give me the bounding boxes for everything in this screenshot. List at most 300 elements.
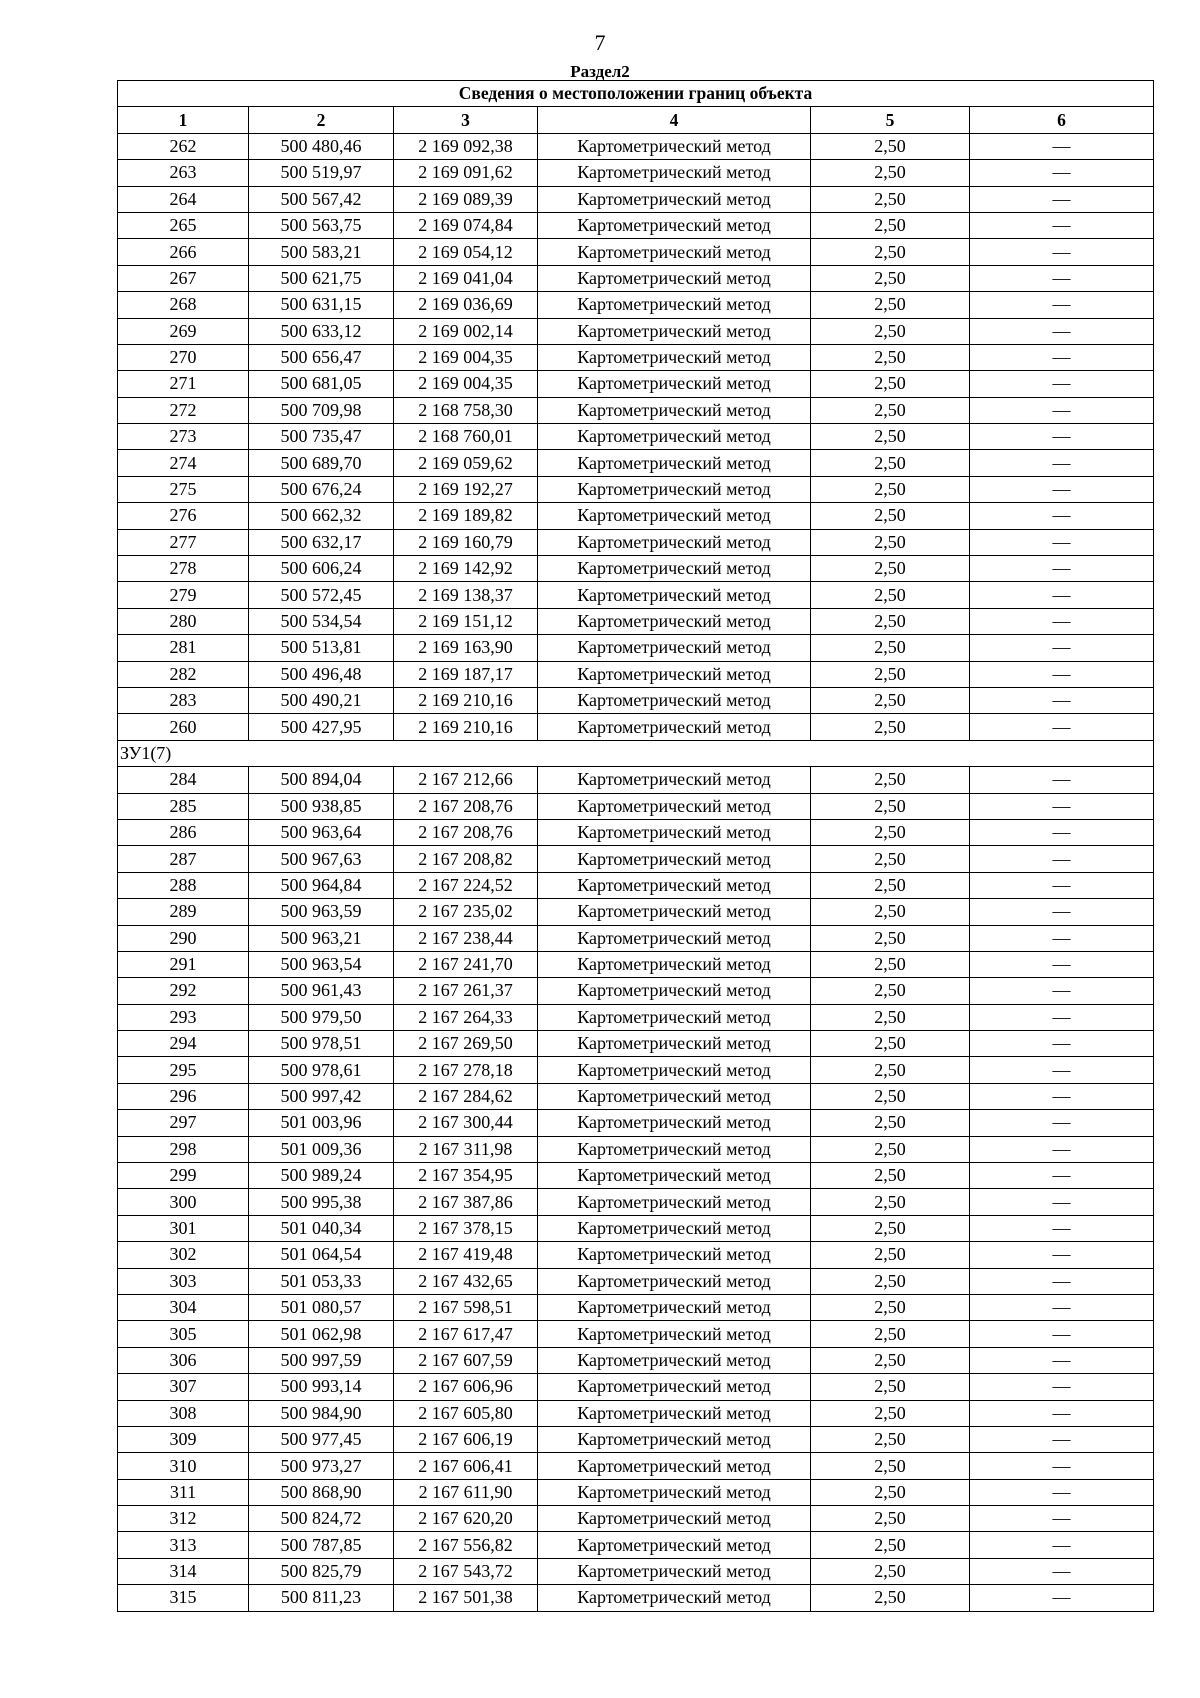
table-cell: 271 [118,371,249,397]
table-cell: Картометрический метод [538,1215,811,1241]
table-row [118,1347,1154,1373]
table-cell: 262 [118,133,249,159]
table-cell: 294 [118,1031,249,1057]
table-cell: 2,50 [811,608,970,634]
table-cell: 500 676,24 [249,476,394,502]
table-cell: 2,50 [811,450,970,476]
table-cell: 500 977,45 [249,1426,394,1452]
table-cell: Картометрический метод [538,1163,811,1189]
table-cell: 2,50 [811,1031,970,1057]
table-cell: 2 169 210,16 [394,714,538,740]
table-cell: Картометрический метод [538,160,811,186]
table-cell: 2,50 [811,1426,970,1452]
table-cell: — [970,1400,1154,1426]
table-cell: 2,50 [811,925,970,951]
table-cell: 301 [118,1215,249,1241]
table-cell: 2,50 [811,1242,970,1268]
table-cell: 500 567,42 [249,186,394,212]
table-cell: 2,50 [811,1294,970,1320]
table-cell: Картометрический метод [538,1374,811,1400]
table-cell: 2,50 [811,1479,970,1505]
table-cell: — [970,1189,1154,1215]
table-cell: 285 [118,793,249,819]
table-cell: 2 169 189,82 [394,503,538,529]
table-cell: 2,50 [811,1215,970,1241]
table-cell: 2,50 [811,292,970,318]
table-cell: Картометрический метод [538,1506,811,1532]
table-cell: 2,50 [811,556,970,582]
table-cell: 2,50 [811,978,970,1004]
table-cell: 2,50 [811,846,970,872]
table-cell: Картометрический метод [538,1004,811,1030]
table-cell: 2,50 [811,1321,970,1347]
table-cell: 286 [118,819,249,845]
table-cell: Картометрический метод [538,819,811,845]
table-cell: 277 [118,529,249,555]
table-cell: Картометрический метод [538,1136,811,1162]
table-cell: Картометрический метод [538,1294,811,1320]
table-cell: 2,50 [811,1189,970,1215]
table-cell: Картометрический метод [538,1558,811,1584]
table-cell: 2 167 543,72 [394,1558,538,1584]
table-cell: 2 167 598,51 [394,1294,538,1320]
table-cell: 2 167 238,44 [394,925,538,951]
table-row [118,503,1154,529]
table-row [118,899,1154,925]
table-cell: — [970,1453,1154,1479]
table-cell: Картометрический метод [538,582,811,608]
table-cell: — [970,424,1154,450]
table-cell: — [970,344,1154,370]
table-cell: 500 513,81 [249,635,394,661]
table-cell: 311 [118,1479,249,1505]
table-caption: Сведения о местоположении границ объекта [118,81,1154,107]
table-body [118,133,1154,1611]
table-cell: 264 [118,186,249,212]
table-cell: 500 997,59 [249,1347,394,1373]
table-cell: 2,50 [811,951,970,977]
table-row [118,951,1154,977]
table-row [118,1136,1154,1162]
table-cell: 2 169 059,62 [394,450,538,476]
table-cell: — [970,371,1154,397]
table-cell: 2 168 758,30 [394,397,538,423]
table-cell: — [970,160,1154,186]
boundary-coordinates-table [117,80,1154,1612]
table-row [118,556,1154,582]
table-cell: — [970,1057,1154,1083]
table-cell: 2,50 [811,1532,970,1558]
table-cell: 500 989,24 [249,1163,394,1189]
table-cell: 2 167 606,19 [394,1426,538,1452]
table-cell: — [970,1163,1154,1189]
table-cell: 2 169 187,17 [394,661,538,687]
table-cell: 2,50 [811,899,970,925]
table-cell: 500 606,24 [249,556,394,582]
table-cell: 2,50 [811,1136,970,1162]
table-cell: Картометрический метод [538,1057,811,1083]
table-row [118,476,1154,502]
page-number: 7 [594,30,606,55]
table-cell: 500 963,54 [249,951,394,977]
table-row [118,1242,1154,1268]
table-cell: 2 167 212,66 [394,767,538,793]
table-cell: 500 480,46 [249,133,394,159]
table-cell: 272 [118,397,249,423]
table-cell: Картометрический метод [538,767,811,793]
table-cell: Картометрический метод [538,186,811,212]
table-cell: Картометрический метод [538,1585,811,1611]
table-cell: — [970,608,1154,634]
table-cell: 2,50 [811,186,970,212]
table-cell: 2 167 264,33 [394,1004,538,1030]
table-cell: Картометрический метод [538,687,811,713]
table-cell: 2 167 556,82 [394,1532,538,1558]
table-cell: — [970,212,1154,238]
table-cell: 2 167 607,59 [394,1347,538,1373]
table-row [118,1189,1154,1215]
table-cell: 2,50 [811,687,970,713]
table-cell: 500 868,90 [249,1479,394,1505]
table-cell: 284 [118,767,249,793]
table-cell: 2 167 501,38 [394,1585,538,1611]
table-cell: 500 824,72 [249,1506,394,1532]
table-cell: — [970,793,1154,819]
table-cell: 500 973,27 [249,1453,394,1479]
table-cell: — [970,635,1154,661]
table-cell: — [970,1136,1154,1162]
table-cell: Картометрический метод [538,1532,811,1558]
table-cell: 307 [118,1374,249,1400]
table-cell: 2 167 606,96 [394,1374,538,1400]
table-cell: Картометрический метод [538,503,811,529]
table-cell: 500 632,17 [249,529,394,555]
table-cell: — [970,1426,1154,1452]
table-cell: — [970,1242,1154,1268]
table-cell: 2 167 278,18 [394,1057,538,1083]
table-cell: 2,50 [811,424,970,450]
table-cell: 266 [118,239,249,265]
table-row [118,872,1154,898]
column-header: 6 [970,107,1154,133]
table-cell: 295 [118,1057,249,1083]
table-cell: — [970,582,1154,608]
table-row [118,1506,1154,1532]
table-cell: 2 169 138,37 [394,582,538,608]
table-cell: 500 633,12 [249,318,394,344]
table-row [118,1453,1154,1479]
table-cell: — [970,529,1154,555]
table-cell: 500 995,38 [249,1189,394,1215]
table-cell: 283 [118,687,249,713]
table-cell: — [970,1585,1154,1611]
table-cell: 2 169 054,12 [394,239,538,265]
table-cell: Картометрический метод [538,608,811,634]
table-cell: 265 [118,212,249,238]
table-cell: 501 003,96 [249,1110,394,1136]
table-cell: 292 [118,978,249,1004]
table-cell: 2,50 [811,1585,970,1611]
table-row [118,397,1154,423]
table-cell: 2 167 387,86 [394,1189,538,1215]
table-cell: 2,50 [811,819,970,845]
table-cell: 2,50 [811,1347,970,1373]
table-cell: 501 064,54 [249,1242,394,1268]
table-row [118,239,1154,265]
table-cell: 500 621,75 [249,265,394,291]
table-cell: 268 [118,292,249,318]
table-cell: 296 [118,1083,249,1109]
table-cell: Картометрический метод [538,318,811,344]
table-cell: 2 168 760,01 [394,424,538,450]
table-cell: 500 978,51 [249,1031,394,1057]
table-cell: — [970,1558,1154,1584]
table-cell: 2,50 [811,318,970,344]
table-cell: 267 [118,265,249,291]
column-header: 3 [394,107,538,133]
table-cell: 2,50 [811,872,970,898]
table-cell: 500 964,84 [249,872,394,898]
table-cell: 2 169 002,14 [394,318,538,344]
table-cell: 500 583,21 [249,239,394,265]
table-cell: — [970,951,1154,977]
table-row [118,1558,1154,1584]
table-cell: 2,50 [811,1057,970,1083]
table-row [118,265,1154,291]
table-cell: 2 167 620,20 [394,1506,538,1532]
table-row [118,318,1154,344]
table-row [118,925,1154,951]
table-cell: Картометрический метод [538,1347,811,1373]
table-cell: Картометрический метод [538,661,811,687]
table-cell: 297 [118,1110,249,1136]
table-cell: 500 811,23 [249,1585,394,1611]
table-cell: 2,50 [811,1374,970,1400]
table-cell: 2 169 142,92 [394,556,538,582]
table-cell: 269 [118,318,249,344]
table-cell: — [970,1347,1154,1373]
table-cell: 500 979,50 [249,1004,394,1030]
table-cell: Картометрический метод [538,925,811,951]
table-cell: — [970,1294,1154,1320]
table-cell: 500 496,48 [249,661,394,687]
table-cell: 2 167 224,52 [394,872,538,898]
table-cell: — [970,1374,1154,1400]
table-caption-row [118,81,1154,107]
table-cell: 315 [118,1585,249,1611]
table-cell: — [970,186,1154,212]
table-cell: 282 [118,661,249,687]
table-cell: — [970,1321,1154,1347]
table-cell: 2 167 284,62 [394,1083,538,1109]
table-cell: 305 [118,1321,249,1347]
table-cell: Картометрический метод [538,239,811,265]
table-cell: 500 519,97 [249,160,394,186]
table-cell: — [970,1031,1154,1057]
table-cell: 304 [118,1294,249,1320]
table-cell: 313 [118,1532,249,1558]
table-cell: 500 735,47 [249,424,394,450]
table-cell: — [970,661,1154,687]
table-cell: — [970,1479,1154,1505]
table-cell: Картометрический метод [538,371,811,397]
group-label: ЗУ1(7) [118,740,1154,766]
table-cell: — [970,1268,1154,1294]
table-cell: 2,50 [811,661,970,687]
table-cell: Картометрический метод [538,1479,811,1505]
table-cell: Картометрический метод [538,133,811,159]
table-cell: 2 169 004,35 [394,344,538,370]
table-cell: — [970,767,1154,793]
table-row [118,160,1154,186]
table-cell: 2,50 [811,767,970,793]
table-cell: 500 709,98 [249,397,394,423]
table-cell: 2 167 611,90 [394,1479,538,1505]
table-cell: Картометрический метод [538,424,811,450]
table-cell: 2 167 208,76 [394,819,538,845]
table-row [118,1294,1154,1320]
table-cell: — [970,503,1154,529]
table-row [118,344,1154,370]
table-cell: — [970,450,1154,476]
table-cell: Картометрический метод [538,529,811,555]
table-row [118,1004,1154,1030]
table-cell: — [970,397,1154,423]
table-cell: 273 [118,424,249,450]
table-row [118,424,1154,450]
table-cell: 2 169 092,38 [394,133,538,159]
table-cell: 2,50 [811,371,970,397]
table-cell: 500 967,63 [249,846,394,872]
table-cell: 2 167 605,80 [394,1400,538,1426]
table-cell: 500 984,90 [249,1400,394,1426]
table-cell: 303 [118,1268,249,1294]
table-cell: 2 167 235,02 [394,899,538,925]
table-row [118,1400,1154,1426]
table-cell: — [970,1004,1154,1030]
table-cell: — [970,872,1154,898]
table-cell: — [970,899,1154,925]
table-cell: 299 [118,1163,249,1189]
table-cell: 291 [118,951,249,977]
table-cell: 289 [118,899,249,925]
table-cell: 312 [118,1506,249,1532]
table-cell: 2 167 378,15 [394,1215,538,1241]
table-cell: 500 787,85 [249,1532,394,1558]
table-cell: 2,50 [811,344,970,370]
table-head [118,81,1154,134]
table-cell: 2,50 [811,1453,970,1479]
table-group-row [118,740,1154,766]
table-cell: 2,50 [811,212,970,238]
table-cell: Картометрический метод [538,1110,811,1136]
table-row [118,1163,1154,1189]
table-row [118,1585,1154,1611]
table-cell: — [970,846,1154,872]
table-cell: — [970,239,1154,265]
table-cell: 500 825,79 [249,1558,394,1584]
table-row [118,1110,1154,1136]
table-cell: 500 894,04 [249,767,394,793]
table-cell: 302 [118,1242,249,1268]
table-cell: Картометрический метод [538,1400,811,1426]
table-row [118,714,1154,740]
table-cell: 2 167 241,70 [394,951,538,977]
table-cell: Картометрический метод [538,1453,811,1479]
table-cell: 500 963,21 [249,925,394,951]
table-cell: 2,50 [811,793,970,819]
table-cell: 274 [118,450,249,476]
table-cell: 2,50 [811,265,970,291]
table-cell: — [970,292,1154,318]
table-row [118,450,1154,476]
table-row [118,529,1154,555]
table-cell: Картометрический метод [538,872,811,898]
table-cell: 2,50 [811,1268,970,1294]
table-cell: 500 681,05 [249,371,394,397]
table-cell: 2,50 [811,635,970,661]
table-cell: 275 [118,476,249,502]
table-cell: Картометрический метод [538,899,811,925]
table-cell: Картометрический метод [538,292,811,318]
table-cell: 500 534,54 [249,608,394,634]
table-cell: 2,50 [811,1506,970,1532]
table-row [118,1321,1154,1347]
table-cell: Картометрический метод [538,212,811,238]
table-cell: 2 169 192,27 [394,476,538,502]
table-cell: — [970,687,1154,713]
table-cell: 500 993,14 [249,1374,394,1400]
table-cell: — [970,1506,1154,1532]
table-row [118,1532,1154,1558]
table-cell: 2,50 [811,1163,970,1189]
table-cell: 2 169 074,84 [394,212,538,238]
column-header-row [118,107,1154,133]
table-row [118,1426,1154,1452]
table-cell: 287 [118,846,249,872]
table-cell: 500 689,70 [249,450,394,476]
table-cell: 263 [118,160,249,186]
table-cell: Картометрический метод [538,265,811,291]
table-cell: 2,50 [811,239,970,265]
table-cell: 500 563,75 [249,212,394,238]
table-row [118,767,1154,793]
table-row [118,133,1154,159]
table-cell: 501 040,34 [249,1215,394,1241]
table-cell: 2 169 041,04 [394,265,538,291]
table-cell: 300 [118,1189,249,1215]
table-cell: 2 169 210,16 [394,687,538,713]
table-cell: 308 [118,1400,249,1426]
table-cell: Картометрический метод [538,714,811,740]
table-cell: Картометрический метод [538,344,811,370]
table-row [118,186,1154,212]
table-cell: Картометрический метод [538,1426,811,1452]
table-cell: 500 997,42 [249,1083,394,1109]
table-row [118,1057,1154,1083]
table-cell: 2,50 [811,1004,970,1030]
table-cell: 2,50 [811,529,970,555]
table-cell: 2 167 269,50 [394,1031,538,1057]
table-cell: Картометрический метод [538,1031,811,1057]
table-cell: 2 167 261,37 [394,978,538,1004]
column-header: 4 [538,107,811,133]
table-cell: 501 053,33 [249,1268,394,1294]
column-header: 2 [249,107,394,133]
table-cell: 2 169 089,39 [394,186,538,212]
table-row [118,1374,1154,1400]
table-row [118,1031,1154,1057]
